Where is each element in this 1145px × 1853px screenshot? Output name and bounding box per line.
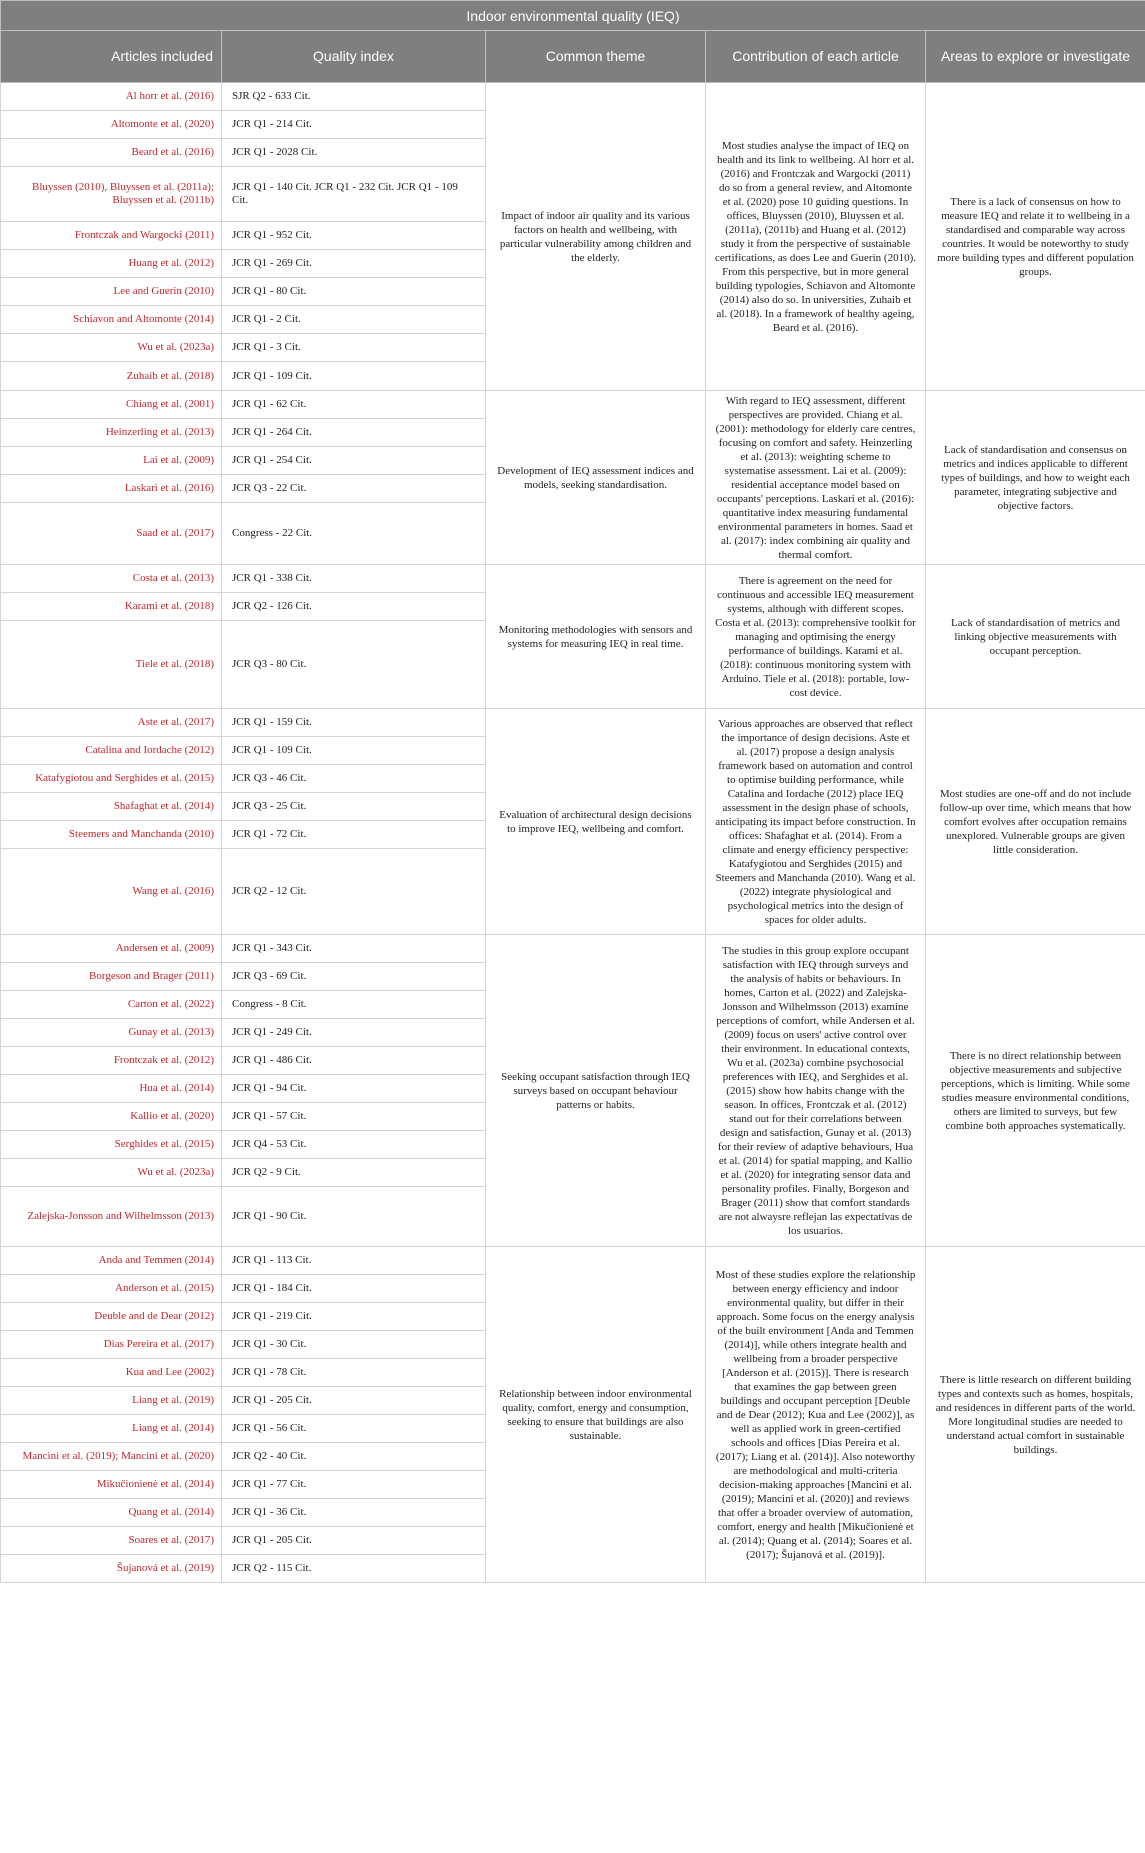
quality-index-cell: JCR Q1 - 264 Cit. xyxy=(222,419,486,447)
article-cell[interactable]: Al horr et al. (2016) xyxy=(1,83,222,111)
quality-index-cell: JCR Q1 - 62 Cit. xyxy=(222,391,486,419)
article-cell[interactable]: Anda and Temmen (2014) xyxy=(1,1247,222,1275)
article-cell[interactable]: Andersen et al. (2009) xyxy=(1,935,222,963)
article-cell[interactable]: Shafaghat et al. (2014) xyxy=(1,793,222,821)
article-cell[interactable]: Borgeson and Brager (2011) xyxy=(1,963,222,991)
article-cell[interactable]: Aste et al. (2017) xyxy=(1,709,222,737)
contribution-cell: With regard to IEQ assessment, different perspectives are provided. Chiang et al. (2001): methodology for elderly care centres, focusing on comfort and safety. Heinzerling et al. (2013): weighting scheme to systematise assessment. Lai et al. (2009): residential acceptance model based on occupants' perceptions. Laskari et al. (2016): quantitative index measuring fundamental environmental parameters in homes. Saad et al. (2017): index combining air quality and thermal comfort. xyxy=(706,391,926,565)
contribution-cell: Various approaches are observed that reflect the importance of design decisions. Aste et al. (2017) propose a design analysis framework based on automation and control to optimise building performance, while Catalina and Iordache (2012) place IEQ assessment in the design phase of schools, anticipating its impact before construction. In offices: Shafaghat et al. (2014). From a climate and energy efficiency perspective: Katafygiotou and Serghides (2015) and Steemers and Manchanda (2010). Wang et al. (2022) integrate physiological and psychological metrics into the design of spaces for older adults. xyxy=(706,709,926,935)
article-cell[interactable]: Frontczak et al. (2012) xyxy=(1,1047,222,1075)
article-cell[interactable]: Frontczak and Wargocki (2011) xyxy=(1,222,222,250)
table-title: Indoor environmental quality (IEQ) xyxy=(1,1,1145,31)
article-cell[interactable]: Schiavon and Altomonte (2014) xyxy=(1,306,222,334)
theme-cell: Relationship between indoor environmental quality, comfort, energy and consumption, seeking to ensure that buildings are also sustainable. xyxy=(486,1247,706,1583)
article-cell[interactable]: Catalina and Iordache (2012) xyxy=(1,737,222,765)
table-row xyxy=(1,935,1145,963)
article-cell[interactable]: Kallio et al. (2020) xyxy=(1,1103,222,1131)
quality-index-cell: JCR Q1 - 94 Cit. xyxy=(222,1075,486,1103)
article-cell[interactable]: Zalejska-Jonsson and Wilhelmsson (2013) xyxy=(1,1187,222,1247)
table-row xyxy=(1,565,1145,593)
quality-index-cell: Congress - 22 Cit. xyxy=(222,503,486,565)
article-cell[interactable]: Serghides et al. (2015) xyxy=(1,1131,222,1159)
quality-index-cell: JCR Q2 - 9 Cit. xyxy=(222,1159,486,1187)
table-row xyxy=(1,83,1145,111)
article-cell[interactable]: Steemers and Manchanda (2010) xyxy=(1,821,222,849)
quality-index-cell: JCR Q3 - 69 Cit. xyxy=(222,963,486,991)
theme-cell: Monitoring methodologies with sensors and systems for measuring IEQ in real time. xyxy=(486,565,706,709)
article-cell[interactable]: Katafygiotou and Serghides et al. (2015) xyxy=(1,765,222,793)
article-cell[interactable]: Gunay et al. (2013) xyxy=(1,1019,222,1047)
quality-index-cell: JCR Q4 - 53 Cit. xyxy=(222,1131,486,1159)
quality-index-cell: JCR Q1 - 140 Cit. JCR Q1 - 232 Cit. JCR Q1 - 109 Cit. xyxy=(222,167,486,222)
table-body xyxy=(1,83,1145,1583)
quality-index-cell: JCR Q1 - 72 Cit. xyxy=(222,821,486,849)
article-cell[interactable]: Liang et al. (2014) xyxy=(1,1415,222,1443)
article-cell[interactable]: Tiele et al. (2018) xyxy=(1,621,222,709)
header-areas: Areas to explore or investigate xyxy=(926,31,1145,83)
quality-index-cell: JCR Q2 - 40 Cit. xyxy=(222,1443,486,1471)
quality-index-cell: JCR Q1 - 254 Cit. xyxy=(222,447,486,475)
quality-index-cell: JCR Q1 - 56 Cit. xyxy=(222,1415,486,1443)
table-row xyxy=(1,391,1145,419)
article-cell[interactable]: Altomonte et al. (2020) xyxy=(1,111,222,139)
quality-index-cell: JCR Q1 - 205 Cit. xyxy=(222,1387,486,1415)
quality-index-cell: JCR Q1 - 205 Cit. xyxy=(222,1527,486,1555)
quality-index-cell: JCR Q1 - 249 Cit. xyxy=(222,1019,486,1047)
contribution-cell: Most studies analyse the impact of IEQ on health and its link to wellbeing. Al horr et al. (2016) and Frontczak and Wargocki (2011) do so from a general review, and Altomonte et al. (2020) pose 10 guiding questions. In offices, Bluyssen (2010), Bluyssen et al. (2011a), (2011b) and Huang et al. (2012) study it from the perspective of sustainable certifications, as does Lee and Guerin (2010). From this perspective, but in more general building typologies, Schiavon and Altomonte (2014) also do so. In universities, Zuhaib et al. (2018). In a framework of healthy ageing, Beard et al. (2016). xyxy=(706,83,926,391)
quality-index-cell: JCR Q3 - 22 Cit. xyxy=(222,475,486,503)
article-cell[interactable]: Mancini et al. (2019); Mancini et al. (2020) xyxy=(1,1443,222,1471)
table-row xyxy=(1,709,1145,737)
article-cell[interactable]: Quang et al. (2014) xyxy=(1,1499,222,1527)
areas-cell: Most studies are one-off and do not include follow-up over time, which means that how comfort evolves after occupation remains unexplored. Vulnerable groups are given little consideration. xyxy=(926,709,1145,935)
quality-index-cell: JCR Q2 - 115 Cit. xyxy=(222,1555,486,1583)
areas-cell: Lack of standardisation of metrics and linking objective measurements with occupant perception. xyxy=(926,565,1145,709)
quality-index-cell: JCR Q1 - 113 Cit. xyxy=(222,1247,486,1275)
quality-index-cell: JCR Q3 - 46 Cit. xyxy=(222,765,486,793)
header-contribution: Contribution of each article xyxy=(706,31,926,83)
article-cell[interactable]: Heinzerling et al. (2013) xyxy=(1,419,222,447)
areas-cell: Lack of standardisation and consensus on metrics and indices applicable to different types of buildings, and how to weight each parameter, integrating subjective and objective factors. xyxy=(926,391,1145,565)
quality-index-cell: JCR Q1 - 2 Cit. xyxy=(222,306,486,334)
quality-index-cell: JCR Q1 - 214 Cit. xyxy=(222,111,486,139)
quality-index-cell: JCR Q1 - 57 Cit. xyxy=(222,1103,486,1131)
table-row xyxy=(1,1247,1145,1275)
article-cell[interactable]: Beard et al. (2016) xyxy=(1,139,222,167)
quality-index-cell: JCR Q1 - 78 Cit. xyxy=(222,1359,486,1387)
quality-index-cell: JCR Q2 - 12 Cit. xyxy=(222,849,486,935)
quality-index-cell: JCR Q1 - 952 Cit. xyxy=(222,222,486,250)
quality-index-cell: JCR Q1 - 2028 Cit. xyxy=(222,139,486,167)
quality-index-cell: JCR Q1 - 36 Cit. xyxy=(222,1499,486,1527)
areas-cell: There is no direct relationship between objective measurements and subjective perceptions, which is limiting. While some studies measure environmental conditions, others are limited to surveys, but few combine both approaches systematically. xyxy=(926,935,1145,1247)
article-cell[interactable]: Saad et al. (2017) xyxy=(1,503,222,565)
theme-cell: Evaluation of architectural design decisions to improve IEQ, wellbeing and comfort. xyxy=(486,709,706,935)
article-cell[interactable]: Bluyssen (2010), Bluyssen et al. (2011a); Bluyssen et al. (2011b) xyxy=(1,167,222,222)
article-cell[interactable]: Zuhaib et al. (2018) xyxy=(1,362,222,391)
quality-index-cell: SJR Q2 - 633 Cit. xyxy=(222,83,486,111)
contribution-cell: There is agreement on the need for continuous and accessible IEQ measurement systems, although with different scopes. Costa et al. (2013): comprehensive toolkit for managing and optimising the energy performance of buildings. Karami et al. (2018): continuous monitoring system with Arduino. Tiele et al. (2018): portable, low-cost device. xyxy=(706,565,926,709)
contribution-cell: The studies in this group explore occupant satisfaction with IEQ through surveys and the analysis of habits or behaviours. In homes, Carton et al. (2022) and Zalejska-Jonsson and Wilhelmsson (2013) examine perceptions of comfort, while Andersen et al. (2009) focus on users' active control over their environment. In educational contexts, Wu et al. (2023a) combine psychosocial preferences with IEQ, and Serghides et al. (2015) show how habits change with the season. In offices, Frontczak et al. (2012) stand out for their correlations between design and satisfaction, Gunay et al. (2013) for their review of adaptive behaviours, Hua et al. (2014) for spatial mapping, and Kallio et al. (2020) for integrating sensor data and personality profiles. Finally, Borgeson and Brager (2011) show that comfort standards are not alwaysre reflejan las expectativas de los usuarios. xyxy=(706,935,926,1247)
header-articles: Articles included xyxy=(1,31,222,83)
article-cell[interactable]: Dias Pereira et al. (2017) xyxy=(1,1331,222,1359)
quality-index-cell: JCR Q1 - 30 Cit. xyxy=(222,1331,486,1359)
areas-cell: There is a lack of consensus on how to measure IEQ and relate it to wellbeing in a standardised and comparable way across countries. It would be noteworthy to study more building types and different population groups. xyxy=(926,83,1145,391)
contribution-cell: Most of these studies explore the relationship between energy efficiency and indoor environmental quality, but differ in their approach. Some focus on the energy analysis of the built environment [Anda and Temmen (2014)], while others integrate health and wellbeing from a broader perspective [Anderson et al. (2015)]. There is research that examines the gap between green buildings and occupant perception [Deuble and de Dear (2012); Kua and Lee (2002)], as well as applied work in green-certified schools and offices [Dias Pereira et al. (2017); Liang et al. (2014)]. Also noteworthy are methodological and multi-criteria decision-making approaches [Mancini et al. (2019); Mancini et al. (2020)] and reviews that offer a broader overview of automation, comfort, energy and health [Mikučionienė et al. (2014); Quang et al. (2014); Soares et al. (2017); Šujanová et al. (2019)]. xyxy=(706,1247,926,1583)
quality-index-cell: JCR Q3 - 80 Cit. xyxy=(222,621,486,709)
theme-cell: Impact of indoor air quality and its various factors on health and wellbeing, with particular vulnerability among children and the elderly. xyxy=(486,83,706,391)
quality-index-cell: JCR Q1 - 338 Cit. xyxy=(222,565,486,593)
article-cell[interactable]: Deuble and de Dear (2012) xyxy=(1,1303,222,1331)
quality-index-cell: JCR Q1 - 269 Cit. xyxy=(222,250,486,278)
quality-index-cell: JCR Q1 - 3 Cit. xyxy=(222,334,486,362)
article-cell[interactable]: Soares et al. (2017) xyxy=(1,1527,222,1555)
article-cell[interactable]: Anderson et al. (2015) xyxy=(1,1275,222,1303)
article-cell[interactable]: Laskari et al. (2016) xyxy=(1,475,222,503)
quality-index-cell: JCR Q1 - 109 Cit. xyxy=(222,362,486,391)
quality-index-cell: JCR Q2 - 126 Cit. xyxy=(222,593,486,621)
article-cell[interactable]: Hua et al. (2014) xyxy=(1,1075,222,1103)
article-cell[interactable]: Mikučionienė et al. (2014) xyxy=(1,1471,222,1499)
article-cell[interactable]: Huang et al. (2012) xyxy=(1,250,222,278)
theme-cell: Seeking occupant satisfaction through IEQ surveys based on occupant behaviour patterns or habits. xyxy=(486,935,706,1247)
quality-index-cell: JCR Q1 - 90 Cit. xyxy=(222,1187,486,1247)
quality-index-cell: JCR Q1 - 486 Cit. xyxy=(222,1047,486,1075)
header-quality: Quality index xyxy=(222,31,486,83)
article-cell[interactable]: Carton et al. (2022) xyxy=(1,991,222,1019)
quality-index-cell: JCR Q3 - 25 Cit. xyxy=(222,793,486,821)
article-cell[interactable]: Lai et al. (2009) xyxy=(1,447,222,475)
article-cell[interactable]: Šujanová et al. (2019) xyxy=(1,1555,222,1583)
article-cell[interactable]: Wu et al. (2023a) xyxy=(1,1159,222,1187)
article-cell[interactable]: Wu et al. (2023a) xyxy=(1,334,222,362)
article-cell[interactable]: Lee and Guerin (2010) xyxy=(1,278,222,306)
article-cell[interactable]: Wang et al. (2016) xyxy=(1,849,222,935)
quality-index-cell: JCR Q1 - 343 Cit. xyxy=(222,935,486,963)
areas-cell: There is little research on different building types and contexts such as homes, hospitals, and residences in different parts of the world. More longitudinal studies are needed to understand actual comfort in sustainable buildings. xyxy=(926,1247,1145,1583)
quality-index-cell: JCR Q1 - 184 Cit. xyxy=(222,1275,486,1303)
quality-index-cell: Congress - 8 Cit. xyxy=(222,991,486,1019)
quality-index-cell: JCR Q1 - 219 Cit. xyxy=(222,1303,486,1331)
article-cell[interactable]: Costa et al. (2013) xyxy=(1,565,222,593)
article-cell[interactable]: Karami et al. (2018) xyxy=(1,593,222,621)
quality-index-cell: JCR Q1 - 159 Cit. xyxy=(222,709,486,737)
quality-index-cell: JCR Q1 - 109 Cit. xyxy=(222,737,486,765)
quality-index-cell: JCR Q1 - 77 Cit. xyxy=(222,1471,486,1499)
article-cell[interactable]: Kua and Lee (2002) xyxy=(1,1359,222,1387)
article-cell[interactable]: Chiang et al. (2001) xyxy=(1,391,222,419)
quality-index-cell: JCR Q1 - 80 Cit. xyxy=(222,278,486,306)
theme-cell: Development of IEQ assessment indices and models, seeking standardisation. xyxy=(486,391,706,565)
header-theme: Common theme xyxy=(486,31,706,83)
article-cell[interactable]: Liang et al. (2019) xyxy=(1,1387,222,1415)
